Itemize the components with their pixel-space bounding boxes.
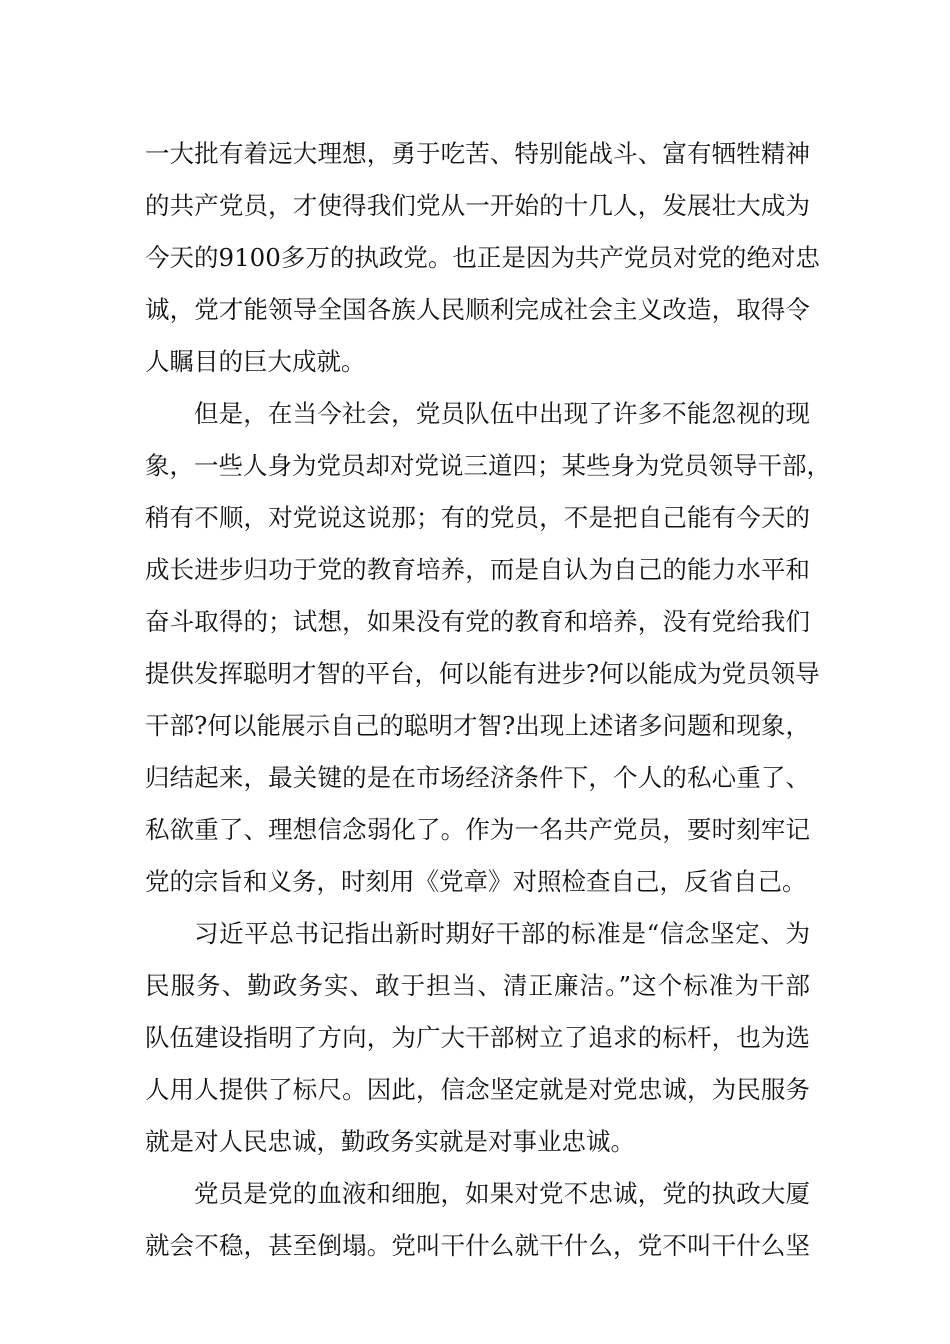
text-line: 人瞩目的巨大成就。: [145, 347, 366, 376]
text-line: 就是对人民忠诚，勤政务实就是对事业忠诚。: [145, 1127, 635, 1156]
text-line: 干部?何以能展示自己的聪明才智?出现上述诸多问题和现象，: [145, 711, 810, 740]
paragraph-3: [145, 908, 810, 1168]
paragraph-1: [145, 128, 820, 388]
text-line: 党的宗旨和义务，时刻用《党章》对照检查自己，反省自己。: [145, 867, 807, 896]
text-line: 今天的9100多万的执政党。也正是因为共产党员对党的绝对忠: [145, 243, 820, 272]
paragraph-2: [145, 388, 831, 908]
body-text: [145, 128, 831, 1272]
text-line: 提供发挥聪明才智的平台，何以能有进步?何以能成为党员领导: [145, 659, 820, 688]
text-line: 一大批有着远大理想，勇于吃苦、特别能战斗、富有牺牲精神: [145, 139, 810, 168]
text-line: 归结起来，最关键的是在市场经济条件下，个人的私心重了、: [145, 763, 810, 792]
text-line: 党员是党的血液和细胞，如果对党不忠诚，党的执政大厦: [194, 1179, 810, 1208]
text-line: 诚，党才能领导全国各族人民顺利完成社会主义改造，取得令: [145, 295, 810, 324]
text-line: 习近平总书记指出新时期好干部的标准是“信念坚定、为: [194, 919, 810, 948]
paragraph-4: [145, 1168, 810, 1272]
text-line: 象，一些人身为党员却对党说三道四；某些身为党员领导干部，: [145, 451, 831, 480]
text-line: 成长进步归功于党的教育培养，而是自认为自己的能力水平和: [145, 555, 810, 584]
text-line: 但是，在当今社会，党员队伍中出现了许多不能忽视的现: [194, 399, 810, 428]
text-line: 民服务、勤政务实、敢于担当、清正廉洁。”这个标准为干部: [145, 971, 810, 1000]
text-line: 人用人提供了标尺。因此，信念坚定就是对党忠诚，为民服务: [145, 1075, 810, 1104]
text-line: 稍有不顺，对党说这说那；有的党员，不是把自己能有今天的: [145, 503, 810, 532]
text-line: 奋斗取得的；试想，如果没有党的教育和培养，没有党给我们: [145, 607, 810, 636]
text-line: 的共产党员，才使得我们党从一开始的十几人，发展壮大成为: [145, 191, 810, 220]
text-line: 队伍建设指明了方向，为广大干部树立了追求的标杆，也为选: [145, 1023, 810, 1052]
text-line: 就会不稳，甚至倒塌。党叫干什么就干什么，党不叫干什么坚: [145, 1231, 810, 1260]
text-line: 私欲重了、理想信念弱化了。作为一名共产党员，要时刻牢记: [145, 815, 810, 844]
